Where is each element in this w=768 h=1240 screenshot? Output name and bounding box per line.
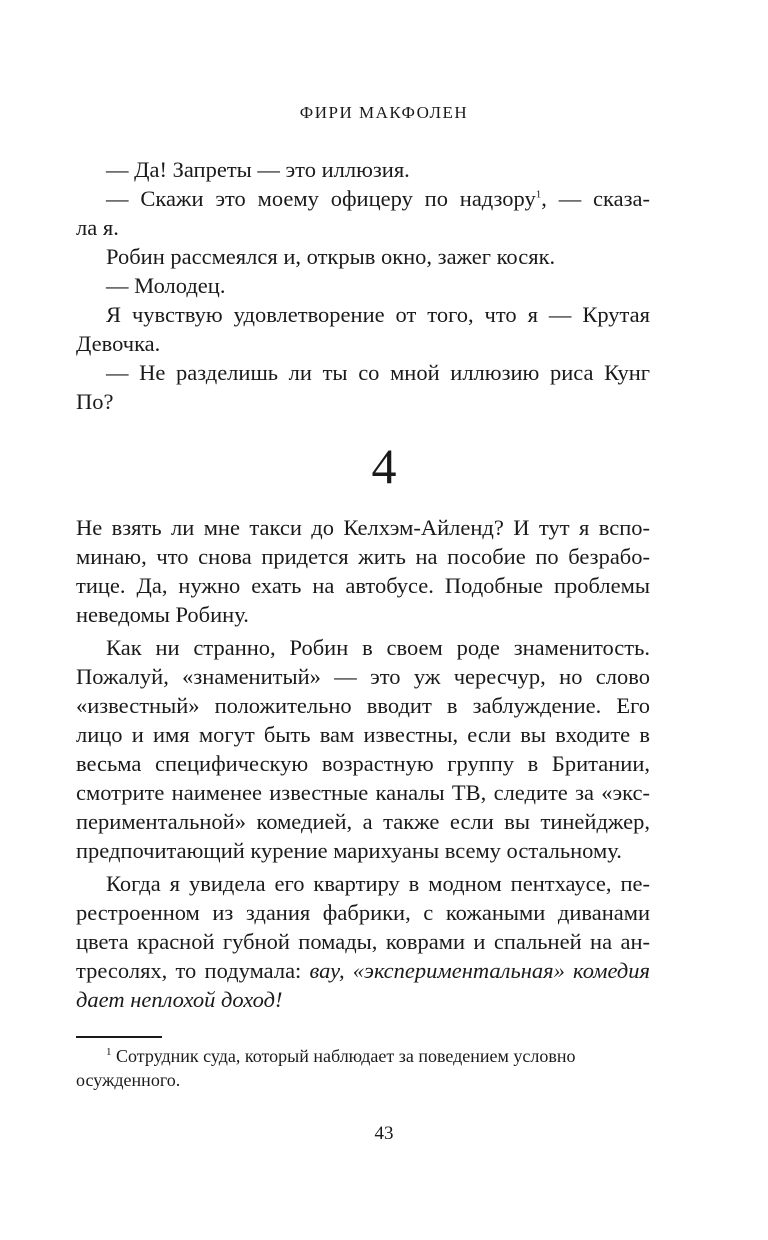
footnote-line: осужденного. — [76, 1070, 181, 1090]
paragraph-3 — [76, 869, 650, 1014]
text-line: неведомы Робину. — [76, 602, 249, 627]
text-line: тице. Да, нужно ехать на автобусе. Подобные проблемы — [76, 573, 650, 598]
footnote — [76, 1044, 650, 1092]
text-line: тресолях, то подумала: вау, «экспериментальная» комедия — [76, 958, 650, 983]
text-line: цвета красной губной помады, коврами и спальней на ан- — [76, 929, 650, 954]
text-line: По? — [76, 389, 114, 414]
italic-phrase: вау, «экспериментальная» комедия — [309, 958, 650, 983]
dialogue-block — [76, 155, 650, 416]
text-line — [76, 985, 650, 1014]
italic-phrase: дает неплохой доход! — [76, 987, 283, 1012]
footnote-line: $^1$ Сотрудник суда, который наблюдает за поведением условно — [106, 1046, 576, 1066]
page-number: 43 — [374, 1123, 394, 1144]
text-line: ла я. — [76, 215, 119, 240]
text-line: рестроенном из здания фабрики, с кожаными диванами — [76, 900, 650, 925]
text-line: — Да! Запреты — это иллюзия. — [106, 157, 410, 182]
text-line: Пожалуй, «знаменитый» — это уж чересчур, но слово — [76, 664, 650, 689]
text-line: Когда я увидела его квартиру в модном пентхаусе, пе- — [106, 871, 650, 896]
paragraph-1 — [76, 513, 650, 629]
text-line: Я чувствую удовлетворение от того, что я — Крутая — [106, 302, 650, 327]
text-line: весьма специфическую возрастную группу в Британии, — [76, 751, 650, 776]
running-head: ФИРИ МАКФОЛЕН — [299, 103, 469, 122]
text-line: «известный» положительно вводит в заблуждение. Его — [76, 693, 650, 718]
text-line: минаю, что снова придется жить на пособие по безрабо- — [76, 544, 650, 569]
footnote-number: 1 — [106, 1046, 112, 1058]
chapter-number: 4 — [371, 438, 397, 494]
footnote-marker: 1 — [535, 188, 542, 201]
text-line: Робин рассмеялся и, открыв окно, зажег косяк. — [106, 244, 556, 269]
text-line: Как ни странно, Робин в своем роде знаменитость. — [106, 635, 650, 660]
footnote-rule — [76, 1036, 162, 1038]
text-line: — Молодец. — [106, 273, 226, 298]
text-line: Девочка. — [76, 331, 161, 356]
text-line: Не взять ли мне такси до Келхэм-Айленд? И тут я вспо- — [76, 515, 650, 540]
text-line: — Скажи это моему офицеру по надзору$^1$, — сказа- — [106, 186, 650, 211]
text-line: предпочитающий курение марихуаны всему остальному. — [76, 838, 622, 863]
text-line: лицо и имя могут быть вам известны, если вы входите в — [76, 722, 650, 747]
text-line: — Не разделишь ли ты со мной иллюзию риса Кунг — [106, 360, 650, 385]
text-line: периментальной» комедией, а также если вы тинейджер, — [76, 809, 650, 834]
paragraph-2 — [76, 633, 650, 865]
text-line: смотрите наименее известные каналы ТВ, следите за «экс- — [76, 780, 650, 805]
